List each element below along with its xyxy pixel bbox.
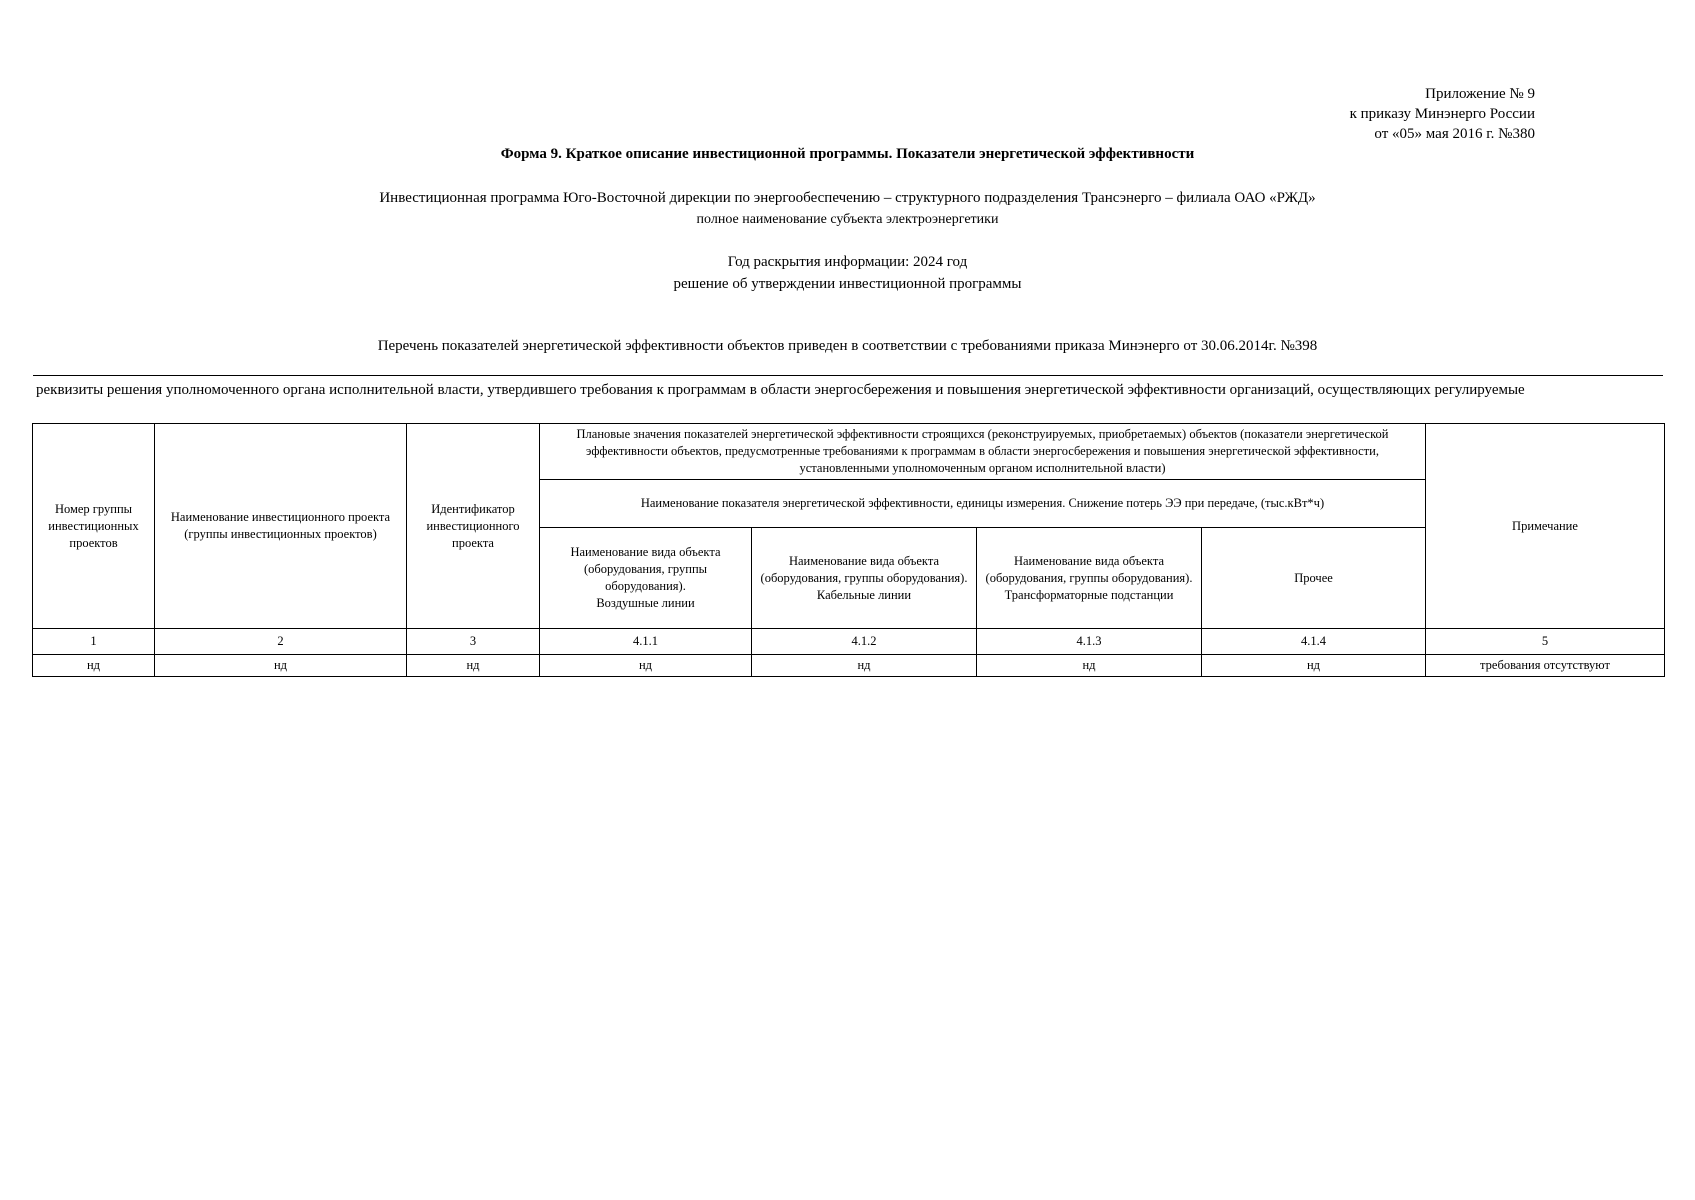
object-type-label: Наименование вида объекта (оборудования, группы оборудования). — [570, 545, 721, 593]
data-cell: нд — [407, 655, 540, 677]
data-cell: нд — [540, 655, 752, 677]
numbering-cell: 3 — [407, 629, 540, 655]
data-cell: нд — [977, 655, 1202, 677]
header-planned-values: Плановые значения показателей энергетической эффективности строящихся (реконструируемых, приобретаемых) объектов (показатели энергетической эффективности объектов, предусмотренные требованиями к программам в области энергосбережения и повышения энергетической эффективности, установленными уполномоченным органом исполнительной власти) — [540, 424, 1426, 480]
header-project-name: Наименование инвестиционного проекта (группы инвестиционных проектов) — [155, 424, 407, 629]
subject-caption: полное наименование субъекта электроэнергетики — [696, 212, 999, 227]
numbering-cell: 4.1.1 — [540, 629, 752, 655]
header-object-other — [1202, 528, 1426, 629]
header-row-1 — [33, 424, 1665, 480]
data-cell: нд — [33, 655, 155, 677]
numbering-row — [33, 629, 1665, 655]
appendix-line-2: к приказу Минэнерго России — [1349, 106, 1535, 122]
object-type-label: Прочее — [1294, 570, 1333, 585]
decision-caption: решение об утверждении инвестиционной программы — [673, 276, 1022, 292]
data-cell: нд — [155, 655, 407, 677]
appendix-line-1: Приложение № 9 — [1425, 86, 1535, 102]
form-title: Форма 9. Краткое описание инвестиционной программы. Показатели энергетической эффективности — [500, 146, 1195, 162]
header-object-overhead-lines — [540, 528, 752, 629]
header-indicator-name: Наименование показателя энергетической эффективности, единицы измерения. Снижение потерь ЭЭ при передаче, (тыс.кВт*ч) — [540, 480, 1426, 528]
numbering-cell: 4.1.4 — [1202, 629, 1426, 655]
data-cell: нд — [1202, 655, 1426, 677]
requisites-text: реквизиты решения уполномоченного органа исполнительной власти, утвердившего требования к программам в области энергосбережения и повышения энергетической эффективности организаций, осуществляющих регулируемые — [36, 382, 1525, 398]
disclosure-year: Год раскрытия информации: 2024 год — [727, 254, 968, 270]
numbering-cell: 5 — [1426, 629, 1665, 655]
reference-text: Перечень показателей энергетической эффективности объектов приведен в соответствии с требованиями приказа Минэнерго от 30.06.2014г. №398 — [377, 338, 1318, 354]
header-object-substations — [977, 528, 1202, 629]
object-type-value: Воздушные линии — [596, 596, 695, 610]
object-type-value: Кабельные линии — [816, 587, 912, 602]
energy-efficiency-table — [32, 423, 1665, 677]
header-project-id: Идентификатор инвестиционного проекта — [407, 424, 540, 629]
header-object-cable-lines — [752, 528, 977, 629]
numbering-cell: 2 — [155, 629, 407, 655]
divider-line — [33, 375, 1663, 376]
numbering-cell: 4.1.2 — [752, 629, 977, 655]
header-group-number: Номер группы инвестиционных проектов — [33, 424, 155, 629]
appendix-block — [1350, 84, 1535, 144]
object-type-value: Трансформаторные подстанции — [1004, 587, 1174, 602]
table-row — [33, 655, 1665, 677]
object-type-label: Наименование вида объекта (оборудования, группы оборудования). — [760, 553, 968, 585]
object-type-label: Наименование вида объекта (оборудования, группы оборудования). — [985, 553, 1193, 585]
numbering-cell: 1 — [33, 629, 155, 655]
subject-name: Инвестиционная программа Юго-Восточной дирекции по энергообеспечению – структурного подразделения Трансэнерго – филиала ОАО «РЖД» — [379, 190, 1316, 206]
data-cell: требования отсутствуют — [1426, 655, 1665, 677]
appendix-line-3: от «05» мая 2016 г. №380 — [1374, 126, 1535, 142]
numbering-cell: 4.1.3 — [977, 629, 1202, 655]
data-cell: нд — [752, 655, 977, 677]
header-note: Примечание — [1426, 424, 1665, 629]
